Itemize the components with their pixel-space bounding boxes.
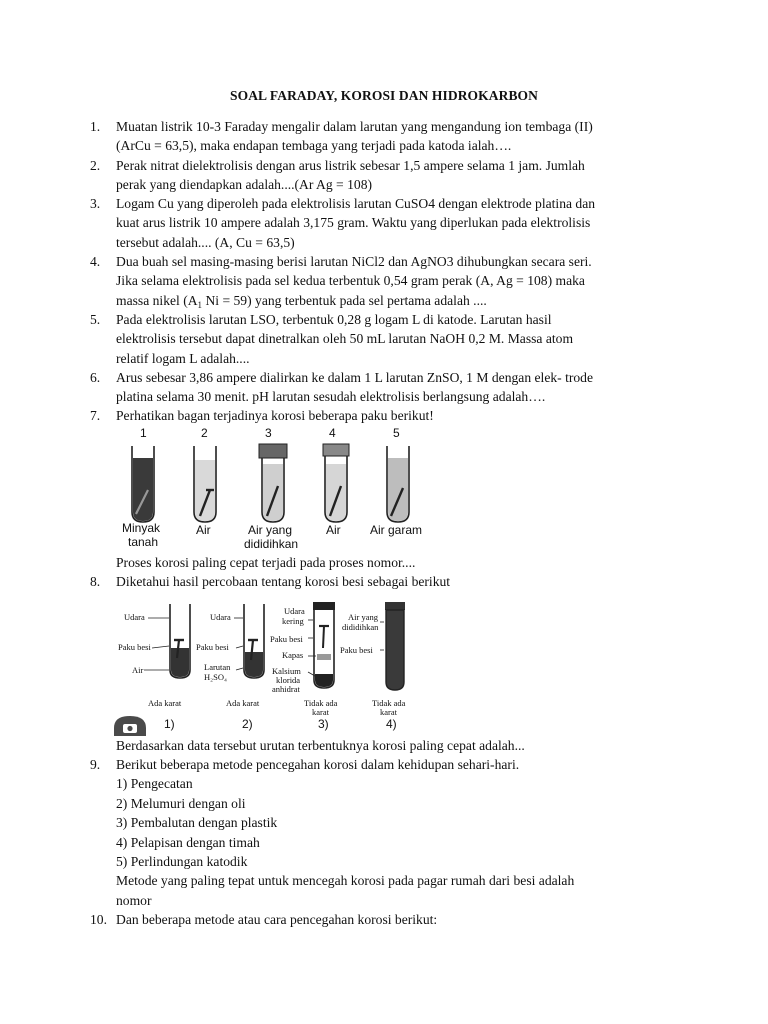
question-text: Muatan listrik 10-3 Faraday mengalir dalam larutan yang mengandung ion tembaga (II) xyxy=(116,119,593,134)
question-text: Dua buah sel masing-masing berisi larutan NiCl2 dan AgNO3 dihubungkan secara seri. xyxy=(116,254,592,269)
tube-number: 4 xyxy=(329,426,336,440)
question-text-with-subscript: massa nikel ($A_1$ Ni = 59) yang terbentuk pada sel pertama adalah .... xyxy=(116,292,487,310)
subscript: 1 xyxy=(197,299,203,310)
tube-label: Air xyxy=(132,665,144,675)
question-text: Berdasarkan data tersebut urutan terbentuknya korosi paling cepat adalah... xyxy=(116,738,525,753)
question-number: 4. xyxy=(90,254,101,269)
question-number: 5. xyxy=(90,312,101,327)
experiment-tube-3 xyxy=(270,602,338,731)
tube-label: dididihkan xyxy=(244,537,299,551)
tube-number: 3 xyxy=(265,426,272,440)
tube-label: Air garam xyxy=(370,523,423,537)
question-number: 8. xyxy=(90,574,101,589)
question-text: Pada elektrolisis larutan LSO, terbentuk 0,28 g logam L di katode. Larutan hasil xyxy=(116,312,552,327)
question-number: 7. xyxy=(90,408,101,423)
tube-label: Paku besi xyxy=(118,642,151,652)
tube-label: tanah xyxy=(128,535,159,549)
question-text: Berikut beberapa metode pencegahan korosi dalam kehidupan sehari-hari. xyxy=(116,757,520,772)
figure-7-corrosion-tubes xyxy=(112,424,452,552)
test-tube-1 xyxy=(132,446,154,522)
question-text: Perhatikan bagan terjadinya korosi beberapa paku berikut! xyxy=(116,408,434,423)
tube-number: 2 xyxy=(201,426,208,440)
list-item: 5) Perlindungan katodik xyxy=(116,854,248,870)
question-text: platina selama 30 menit. pH larutan sesudah elektrolisis berlangsung adalah…. xyxy=(116,389,546,405)
tube-number: 2) xyxy=(242,717,253,731)
tube-label: kering xyxy=(282,616,304,626)
question-text: relatif logam L adalah.... xyxy=(116,350,250,366)
question-text: (ArCu = 63,5), maka endapan tembaga yang terjadi pada katoda ialah…. xyxy=(116,138,512,154)
test-tube-2 xyxy=(194,446,216,522)
question-number: 10. xyxy=(90,912,107,927)
tube-label: Paku besi xyxy=(340,645,373,655)
question-text: perak yang diendapkan adalah....(Ar Ag = 108) xyxy=(116,177,373,193)
question-text: Metode yang paling tepat untuk mencegah korosi pada pagar rumah dari besi adalah xyxy=(116,873,575,889)
tube-label: klorida xyxy=(276,675,301,685)
experiment-tube-1 xyxy=(118,604,190,731)
question-text: Arus sebesar 3,86 ampere dialirkan ke dalam 1 L larutan ZnSO, 1 M dengan elek- trode xyxy=(116,370,594,385)
tube-label: Paku besi xyxy=(196,642,229,652)
question-number: 3. xyxy=(90,196,101,211)
question-text: Dan beberapa metode atau cara pencegahan korosi berikut: xyxy=(116,912,438,927)
question-text: nomor xyxy=(116,892,152,908)
test-tube-5 xyxy=(387,446,409,522)
tube-label: Air yang xyxy=(248,523,293,537)
tube-label: Air yang xyxy=(348,612,378,622)
question-text: Logam Cu yang diperoleh pada elektrolisis larutan CuSO4 dengan elektrode platina dan xyxy=(116,196,596,211)
tube-label: Udara xyxy=(210,612,231,622)
question-text: elektrolisis tersebut dapat dinetralkan oleh 50 mL larutan NaOH 0,2 M. Massa atom xyxy=(116,331,574,347)
tube-label: Minyak xyxy=(122,521,161,535)
question-text: Diketahui hasil percobaan tentang korosi besi sebagai berikut xyxy=(116,574,451,589)
tube-label: Udara xyxy=(284,606,305,616)
tube-label: Paku besi xyxy=(270,634,303,644)
question-number: 6. xyxy=(90,370,101,385)
tube-number: 5 xyxy=(393,426,400,440)
tube-result: Ada karat xyxy=(226,698,260,708)
tube-label: H₂SO₄ xyxy=(204,672,227,682)
tube-result: karat xyxy=(312,707,329,717)
tube-label: Kapas xyxy=(282,650,304,660)
question-text: Jika selama elektrolisis pada sel kedua terbentuk 0,54 gram perak (A, Ag = 108) maka xyxy=(116,273,585,289)
question-number: 9. xyxy=(90,757,101,772)
tube-label: Kalsium xyxy=(272,666,301,676)
page-title: SOAL FARADAY, KOROSI DAN HIDROKARBON xyxy=(229,88,539,103)
test-tube-3 xyxy=(259,444,287,522)
tube-number: 1) xyxy=(164,717,175,731)
tube-result: Ada karat xyxy=(148,698,182,708)
tube-label: Air xyxy=(326,523,341,537)
question-text: kuat arus listrik 10 ampere adalah 3,175 gram. Waktu yang diperlukan pada elektrolisis xyxy=(116,215,591,231)
tube-number: 4) xyxy=(386,717,397,731)
list-item: 2) Melumuri dengan oli xyxy=(116,795,246,811)
experiment-tube-4 xyxy=(340,602,406,731)
question-text: Proses korosi paling cepat terjadi pada proses nomor.... xyxy=(116,555,416,570)
tube-label: Udara xyxy=(124,612,145,622)
tube-label: dididihkan xyxy=(342,622,379,632)
question-number: 1. xyxy=(90,119,101,134)
tube-label: anhidrat xyxy=(272,684,300,694)
question-text: Perak nitrat dielektrolisis dengan arus listrik sebesar 1,5 ampere selama 1 jam. Jumlah xyxy=(116,158,585,173)
tube-number: 3) xyxy=(318,717,329,731)
question-number: 2. xyxy=(90,158,101,173)
tube-result: Tidak ada xyxy=(372,698,406,708)
list-item: 1) Pengecatan xyxy=(116,776,193,792)
list-item: 4) Pelapisan dengan timah xyxy=(116,834,260,850)
tube-label: Air xyxy=(196,523,211,537)
tube-number: 1 xyxy=(140,426,147,440)
figure-8-corrosion-experiment xyxy=(114,598,424,736)
camera-icon[interactable] xyxy=(114,716,146,736)
tube-result: Tidak ada xyxy=(304,698,338,708)
question-text: tersebut adalah.... (A, Cu = 63,5) xyxy=(116,234,295,250)
experiment-tube-2 xyxy=(196,604,264,731)
test-tube-4 xyxy=(323,444,349,522)
tube-result: karat xyxy=(380,707,397,717)
tube-label: Larutan xyxy=(204,662,231,672)
list-item: 3) Pembalutan dengan plastik xyxy=(116,815,278,831)
